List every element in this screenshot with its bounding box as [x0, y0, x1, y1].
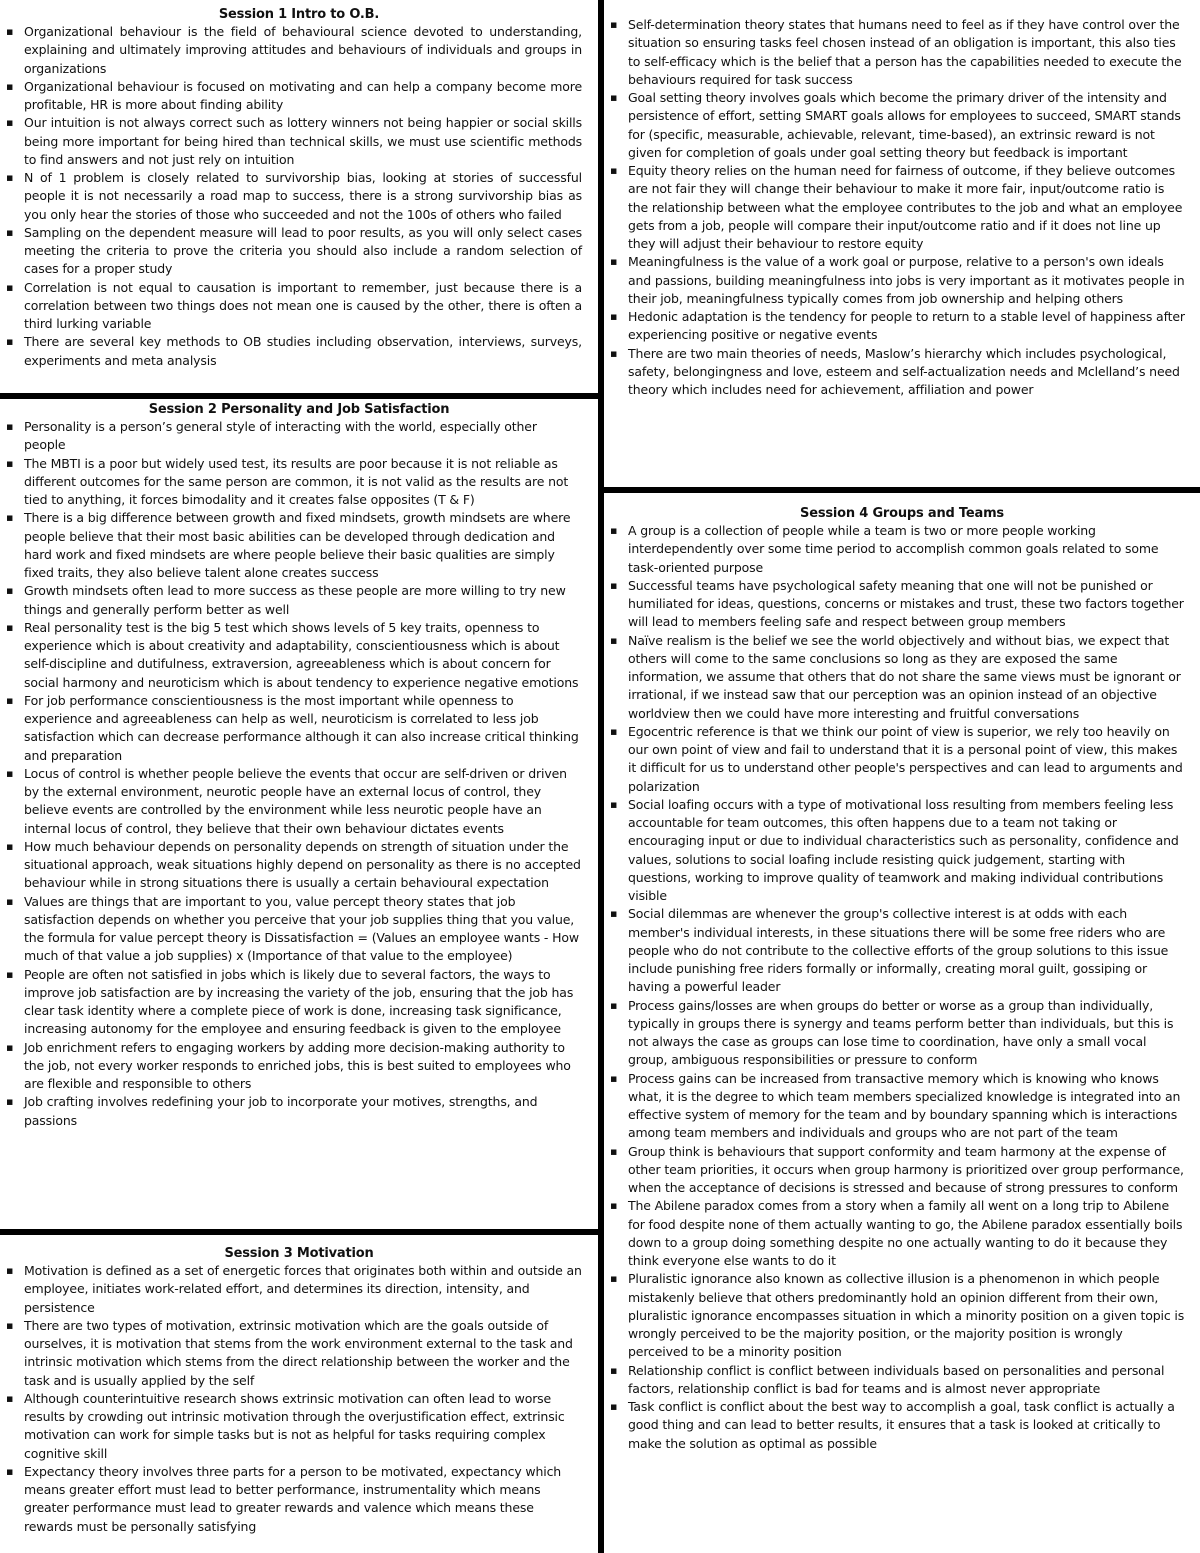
- session-3-continued-bullets: [604, 16, 1200, 399]
- session-2-title: Session 2 Personality and Job Satisfaction: [148, 402, 450, 417]
- session-1: [0, 6, 598, 370]
- bullet-item: [0, 966, 598, 1039]
- bullet-item: [0, 1317, 598, 1390]
- bullet-text: Naïve realism is the belief we see the world objectively and without bias, we expect that others will come to the same conclusions so long as they are exposed the same information, we assume that others that do not share the same views must be ignorant or irrational, if we instead saw that our perception was an opinion instead of an objective worldview then we could have more interesting and fruitful conversations: [628, 632, 1181, 721]
- bullet-text: A group is a collection of people while a team is two or more people working interdependently over some time period to accomplish common goals related to some task-oriented purpose: [628, 523, 1159, 575]
- session-4: [604, 505, 1200, 1453]
- bullet-item: [604, 308, 1200, 345]
- bullet-item: [0, 455, 598, 510]
- bullet-text: N of 1 problem is closely related to survivorship bias, looking at stories of successful people it is not necessarily a road map to success, there is a strong survivorship bias as you only hear the stories of those who succeeded and not the 100s of others who failed: [24, 170, 582, 222]
- section-divider: [604, 487, 1200, 493]
- session-3-continued: [604, 16, 1200, 399]
- bullet-text: Personality is a person’s general style of interacting with the world, especially other people: [24, 419, 537, 453]
- bullet-item: [604, 1143, 1200, 1198]
- bullet-text: Equity theory relies on the human need for fairness of outcome, if they believe outcomes are not fair they will change their behaviour to make it more fair, input/outcome ratio is the relationship between what the employee contributes to the job and what an employee gets from a job, people will compare their input/outcome ratio and if it does not line up they will adjust their behaviour to restore equity: [628, 163, 1183, 251]
- session-4-bullets: [604, 522, 1200, 1453]
- bullet-item: [0, 114, 598, 169]
- bullet-text: Social dilemmas are whenever the group's collective interest is at odds with each member's individual interests, in these situations there will be some free riders who are people who do not contribute to the collective efforts of the group solutions to this issue include punishing free riders formally or informally, creating moral guilt, gossiping or having a powerful leader: [628, 906, 1169, 995]
- session-3: [0, 1245, 598, 1536]
- bullet-item: [604, 1270, 1200, 1361]
- bullet-text: Group think is behaviours that support conformity and team harmony at the expense of other team priorities, it occurs when group harmony is prioritized over group performance, when the acceptance of decisions is stressed and because of strong pressures to conform: [628, 1143, 1184, 1195]
- bullet-item: [0, 765, 598, 838]
- bullet-item: [604, 1398, 1200, 1453]
- session-1-title: Session 1 Intro to O.B.: [218, 7, 380, 22]
- bullet-text: People are often not satisfied in jobs which is likely due to several factors, the ways to improve job satisfaction are by increasing the variety of the job, ensuring that the job has clear task identity where a complete piece of work is done, increasing task significance, increasing autonomy for the employee and ensuring feedback is given to the employee: [24, 966, 574, 1037]
- bullet-item: [604, 1197, 1200, 1270]
- bullet-text: Self-determination theory states that humans need to feel as if they have control over the situation so ensuring tasks feel chosen instead of an obligation is important, this also ties to self-efficacy which is the belief that a person has the capabilities needed to execute the behaviours required for task success: [628, 17, 1182, 87]
- bullet-text: How much behaviour depends on personality depends on strength of situation under the situational approach, weak situations highly depend on personality as there is no accepted behaviour while in strong situations there is usually a certain behavioural expectation: [24, 838, 581, 891]
- bullet-item: [0, 893, 598, 966]
- bullet-text: Expectancy theory involves three parts for a person to be motivated, expectancy which means greater effort must lead to better performance, instrumentality which means greater performance must lead to greater rewards and valence which means these rewards must be personally satisfying: [24, 1463, 562, 1534]
- bullet-text: Organizational behaviour is focused on motivating and can help a company become more profitable, HR is more about finding ability: [24, 78, 582, 112]
- bullet-text: Although counterintuitive research shows extrinsic motivation can often lead to worse results by crowding out intrinsic motivation through the overjustification effect, extrinsic motivation can work for simple tasks but is not as helpful for tasks requiring complex cognitive skill: [24, 1390, 565, 1461]
- bullet-text: Hedonic adaptation is the tendency for people to return to a stable level of happiness after experiencing positive or negative events: [628, 309, 1185, 343]
- bullet-item: [0, 509, 598, 582]
- bullet-item: [604, 345, 1200, 400]
- bullet-text: Motivation is defined as a set of energetic forces that originates both within and outside an employee, initiates work-related effort, and determines its direction, intensity, and persistence: [24, 1263, 582, 1315]
- bullet-text: Values are things that are important to you, value percept theory states that job satisfaction depends on whether you perceive that your job supplies thing that you value, the formula for value percept theory is Dissatisfaction = (Values an employee wants - How much of that value a job supplies) x (Importance of that value to the employee): [24, 893, 579, 964]
- bullet-item: [0, 1463, 598, 1536]
- bullet-item: [0, 169, 598, 224]
- bullet-text: Job enrichment refers to engaging workers by adding more decision-making authority to the job, not every worker responds to enriched jobs, this is best suited to employees who are flexible and responsible to others: [24, 1039, 571, 1091]
- bullet-item: [0, 1390, 598, 1463]
- bullet-text: Process gains/losses are when groups do better or worse as a group than individually, typically in groups there is synergy and teams perform better than individuals, but this is not always the case as groups can lose time to coordination, have only a small vocal group, ambiguous responsibilities or pressure to conform: [628, 997, 1174, 1068]
- bullet-item: [0, 838, 598, 893]
- bullet-item: [0, 582, 598, 619]
- session-3-title: Session 3 Motivation: [224, 1246, 374, 1261]
- bullet-text: The MBTI is a poor but widely used test, its results are poor because it is not reliable as different outcomes for the same person are common, it is not valid as the results are not tied to anything, it forces bimodality and it creates false opposites (T & F): [24, 455, 569, 507]
- bullet-item: [0, 1093, 598, 1130]
- bullet-item: [604, 577, 1200, 632]
- bullet-item: [0, 692, 598, 765]
- session-3-bullets: [0, 1262, 598, 1536]
- bullet-item: [604, 796, 1200, 906]
- bullet-item: [604, 632, 1200, 723]
- bullet-item: [0, 333, 598, 370]
- bullet-text: Goal setting theory involves goals which become the primary driver of the intensity and persistence of effort, setting SMART goals allows for employees to succeed, SMART stands for (specific, measurable, achievable, relevant, time-based), an extrinsic reward is not given for completion of goals under goal setting theory but feedback is important: [628, 90, 1181, 160]
- bullet-text: Egocentric reference is that we think our point of view is superior, we rely too heavily on our own point of view and fail to understand that it is a personal point of view, this makes it difficult for us to understand other people's perspectives and can lead to arguments and polarization: [628, 723, 1183, 794]
- bullet-item: [604, 723, 1200, 796]
- bullet-item: [0, 619, 598, 692]
- bullet-text: There are several key methods to OB studies including observation, interviews, surveys, experiments and meta analysis: [24, 334, 582, 368]
- bullet-text: There are two types of motivation, extrinsic motivation which are the goals outside of ourselves, it is motivation that stems from the work environment external to the task and intrinsic motivation which stems from the direct relationship between the worker and the task and is usually applied by the self: [24, 1317, 573, 1388]
- session-2: [0, 401, 598, 1130]
- bullet-text: Social loafing occurs with a type of motivational loss resulting from members feeling less accountable for team outcomes, this often happens due to a team not taking or encouraging input or due to individual characteristics such as personality, confidence and values, solutions to social loafing include resisting quick judgement, starting with questions, working to improve quality of teamwork and making individual contributions visible: [628, 796, 1179, 903]
- bullet-text: For job performance conscientiousness is the most important while openness to experience and agreeableness can help as well, neuroticism is correlated to less job satisfaction which can decrease performance although it can also increase critical thinking and preparation: [24, 692, 579, 763]
- bullet-text: There are two main theories of needs, Maslow’s hierarchy which includes psychological, safety, belongingness and love, esteem and self-actualization needs and Mclelland’s need theory which includes need for achievement, affiliation and power: [628, 345, 1180, 397]
- bullet-text: There is a big difference between growth and fixed mindsets, growth mindsets are where people believe that their most basic abilities can be developed through dedication and hard work and fixed mindsets are where people believe their basic qualities are simply fixed traits, they also believe talent alone creates success: [24, 510, 571, 580]
- bullet-text: Meaningfulness is the value of a work goal or purpose, relative to a person's own ideals and passions, building meaningfulness into jobs is very important as it motivates people in their job, meaningfulness typically comes from job ownership and helping others: [628, 254, 1185, 306]
- bullet-item: [604, 162, 1200, 253]
- bullet-text: The Abilene paradox comes from a story when a family all went on a long trip to Abilene for food despite none of them actually wanting to go, the Abilene paradox essentially boils down to a group doing something despite no one actually wanting to do it because they think everyone else wants to do it: [628, 1198, 1183, 1268]
- bullet-item: [0, 224, 598, 279]
- bullet-text: Real personality test is the big 5 test which shows levels of 5 key traits, openness to experience which is about creativity and adaptability, conscientiousness which is about self-discipline and dutifulness, extraversion, agreeableness which is about concern for social harmony and neuroticism which is about tendency to experience negative emotions: [24, 619, 579, 690]
- bullet-item: [604, 16, 1200, 89]
- bullet-text: Organizational behaviour is the field of behavioural science devoted to understanding, explaining and ultimately improving attitudes and behaviours of individuals and groups in organizations: [24, 24, 582, 76]
- bullet-text: Growth mindsets often lead to more success as these people are more willing to try new things and generally perform better as well: [24, 583, 566, 617]
- bullet-item: [0, 23, 598, 78]
- bullet-text: Task conflict is conflict about the best way to accomplish a goal, task conflict is actually a good thing and can lead to better results, it ensures that a task is looked at critically to make the solution as optimal as possible: [628, 1399, 1175, 1451]
- session-4-title: Session 4 Groups and Teams: [800, 506, 1004, 521]
- bullet-text: Relationship conflict is conflict between individuals based on personalities and personal factors, relationship conflict is bad for teams and is almost never appropriate: [628, 1362, 1165, 1396]
- bullet-item: [0, 78, 598, 115]
- bullet-item: [604, 1070, 1200, 1143]
- bullet-item: [0, 1262, 598, 1317]
- bullet-item: [604, 89, 1200, 162]
- bullet-text: Pluralistic ignorance also known as collective illusion is a phenomenon in which people mistakenly believe that others predominantly hold an opinion different from their own, pluralistic ignorance encompasses situation in which a minority position on a given topic is wrongly perceived to be the majority position, or the majority position is wrongly perceived to be a minority position: [628, 1271, 1185, 1360]
- bullet-item: [604, 997, 1200, 1070]
- bullet-item: [604, 522, 1200, 577]
- bullet-item: [0, 418, 598, 455]
- bullet-item: [604, 1362, 1200, 1399]
- bullet-text: Locus of control is whether people believe the events that occur are self-driven or driven by the external environment, neurotic people have an external locus of control, they believe events are controlled by the environment while less neurotic people have an internal locus of control, they believe that their own behaviour dictates events: [24, 765, 567, 836]
- bullet-item: [0, 279, 598, 334]
- bullet-item: [0, 1039, 598, 1094]
- bullet-text: Process gains can be increased from transactive memory which is knowing who knows what, it is the degree to which team members specialized knowledge is integrated into an effective system of memory for the team and by boundary spanning which is interactions among team members and individuals and groups who are not part of the team: [628, 1070, 1181, 1141]
- section-divider: [0, 393, 598, 399]
- bullet-text: Job crafting involves redefining your job to incorporate your motives, strengths, and passions: [24, 1094, 538, 1128]
- bullet-text: Sampling on the dependent measure will lead to poor results, as you will only select cases meeting the criteria to prove the criteria you should also include a random selection of cases for a proper study: [24, 224, 582, 277]
- session-1-bullets: [0, 23, 598, 370]
- bullet-text: Correlation is not equal to causation is important to remember, just because there is a correlation between two things does not mean one is caused by the other, there is often a third lurking variable: [24, 279, 582, 331]
- session-2-bullets: [0, 418, 598, 1130]
- bullet-text: Successful teams have psychological safety meaning that one will not be punished or humiliated for ideas, questions, concerns or mistakes and trust, these two factors together will lead to members feeling safe and respect between group members: [628, 577, 1184, 630]
- bullet-item: [604, 905, 1200, 996]
- bullet-item: [604, 253, 1200, 308]
- bullet-text: Our intuition is not always correct such as lottery winners not being happier or social skills being more important for being hired than technical skills, we must use scientific methods to find answers and not just rely on intuition: [24, 115, 582, 167]
- section-divider: [0, 1229, 598, 1235]
